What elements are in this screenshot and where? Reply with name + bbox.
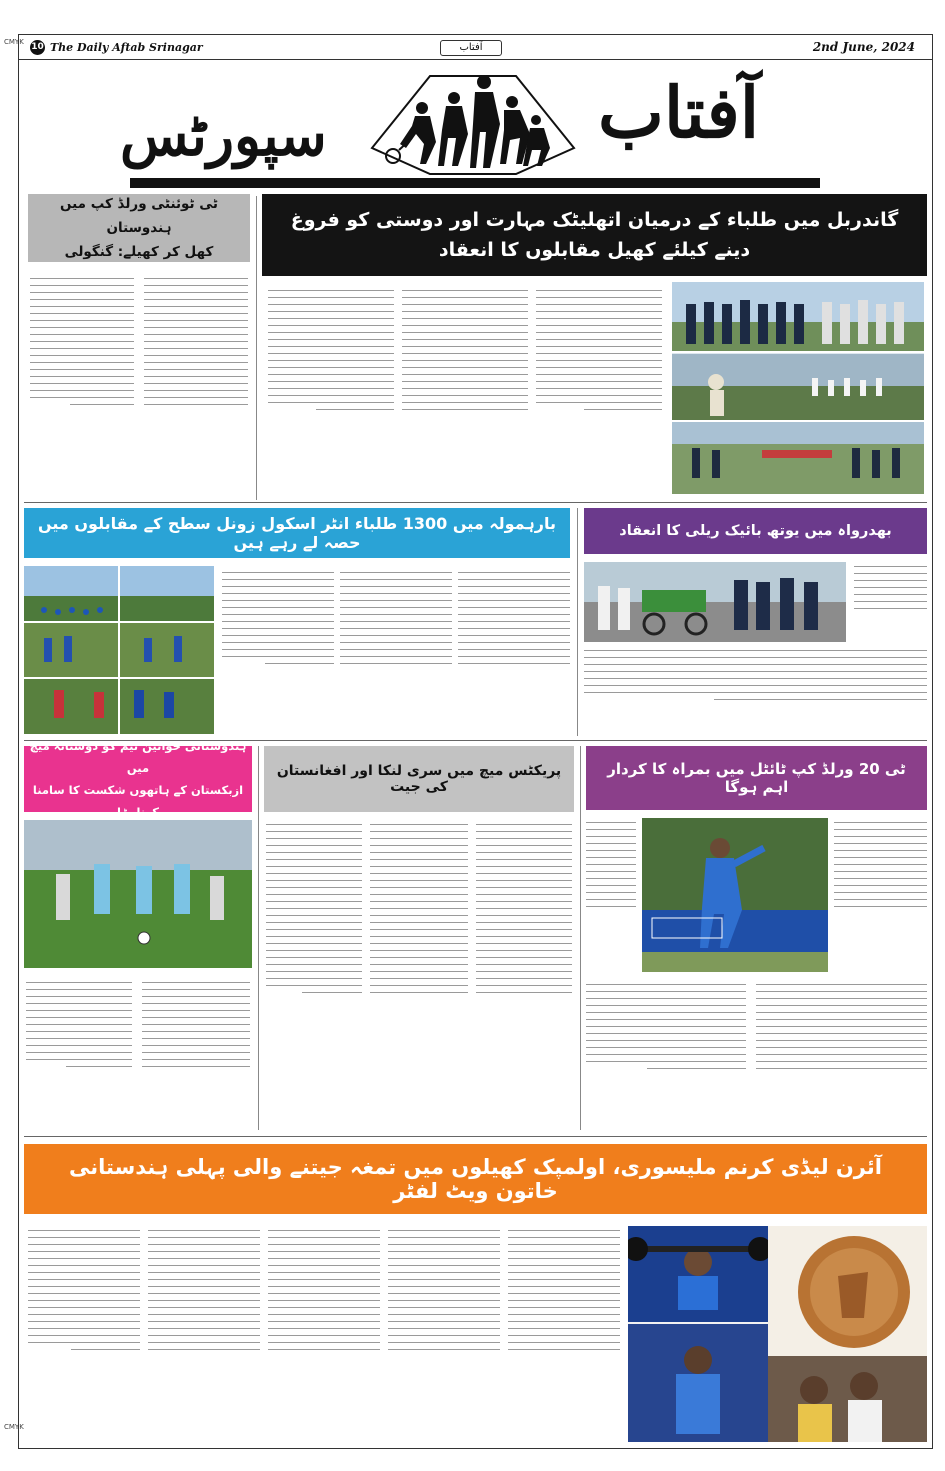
masthead-word-aftab: آفتاب	[598, 71, 760, 154]
story-women-football-column-1	[26, 978, 132, 1126]
story-bumrah-column-right	[756, 980, 927, 1126]
story-practice-match-column-3	[476, 820, 572, 1126]
story-bhaderwah-body-lower	[584, 646, 927, 734]
story-ganderbal-column-1	[268, 286, 394, 496]
story-ganderbal-headline: گاندربل میں طلباء کے درمیان اتھلیٹک مہارت اور دوستی کو فروغ دینے کیلئے کھیل مقابلوں کا انعقاد	[262, 194, 927, 276]
story-women-football-column-2	[142, 978, 250, 1126]
registration-mark-top: CMYK	[4, 38, 24, 46]
story-women-football	[24, 739, 252, 1130]
story-karnam-column-5	[508, 1226, 620, 1440]
photo-bumrah	[642, 818, 828, 972]
photo-bike-rally-image	[584, 562, 846, 642]
story-baramulla	[24, 508, 570, 736]
masthead-rule	[130, 178, 820, 188]
story-bhaderwah-body-upper	[854, 562, 927, 642]
story-ganguly-column-1	[30, 274, 134, 496]
photo-ganderbal-collage	[672, 282, 924, 494]
masthead-word-sports: سپورٹس	[120, 103, 327, 169]
photo-bumrah-image	[642, 818, 828, 972]
photo-baramulla-collage-image	[24, 566, 214, 734]
story-practice-match-headline: پریکٹس میچ میں سری لنکا اور افغانستان کی جیت	[264, 746, 574, 812]
story-practice-match-column-1	[266, 820, 362, 1126]
story-karnam-column-2	[148, 1226, 260, 1440]
story-women-football-headline-line1: ہندوستانی خواتین ٹیم کو دوستانہ میچ میں	[29, 739, 247, 775]
photo-baramulla-collage	[24, 566, 214, 734]
issue-date: 2nd June, 2024	[812, 40, 915, 54]
story-ganguly-headline-line1: ٹی ٹوئنٹی ورلڈ کپ میں ہندوستان	[60, 196, 218, 236]
column-separator	[256, 196, 257, 500]
story-baramulla-column-1	[222, 568, 334, 732]
story-bumrah-column-left	[586, 980, 746, 1126]
story-ganderbal-column-3	[536, 286, 662, 496]
photo-bike-rally	[584, 562, 846, 642]
photo-karnam-collage	[628, 1226, 927, 1442]
registration-mark-bottom: CMYK	[4, 1423, 24, 1431]
story-karnam-malleswari-headline: آئرن لیڈی کرنم ملیسوری، اولمپک کھیلوں میں تمغہ جیتنے والی پہلی ہندستانی خاتون ویٹ لفٹر	[24, 1144, 927, 1214]
section-rule	[24, 502, 927, 503]
story-karnam-column-1	[28, 1226, 140, 1440]
story-karnam-column-3	[268, 1226, 380, 1440]
story-bumrah-headline: ٹی 20 ورلڈ کپ ٹائٹل میں بمراہ کا کردار اہم ہوگا	[586, 746, 927, 810]
column-separator	[580, 746, 581, 1130]
story-practice-match-column-2	[370, 820, 468, 1126]
photo-women-football-image	[24, 820, 252, 968]
story-bumrah	[586, 746, 927, 1130]
column-separator	[577, 508, 578, 736]
story-ganguly-headline-line2: کھل کر کھیلے: گنگولی	[64, 244, 214, 260]
column-separator	[258, 746, 259, 1130]
photo-karnam-collage-image	[628, 1226, 927, 1442]
story-ganguly-headline	[28, 194, 250, 262]
page-number: 10	[30, 40, 45, 55]
story-ganguly	[28, 194, 250, 500]
story-karnam-malleswari	[24, 1144, 927, 1444]
story-baramulla-column-3	[458, 568, 570, 732]
story-bumrah-body-side	[586, 818, 636, 970]
sports-emblem-icon	[360, 68, 586, 176]
story-bhaderwah	[584, 508, 927, 736]
story-practice-match	[264, 746, 574, 1130]
paper-name: The Daily Aftab Srinagar	[50, 41, 203, 54]
section-rule	[24, 1136, 927, 1137]
story-ganderbal-column-2	[402, 286, 528, 496]
story-women-football-headline	[24, 739, 252, 819]
story-ganguly-column-2	[144, 274, 248, 496]
story-baramulla-column-2	[340, 568, 452, 732]
story-ganderbal	[262, 194, 927, 500]
story-women-football-headline-line2: ازبکستان کے ہاتھوں شکست کا سامنا کرنا پڑا	[32, 783, 244, 819]
story-bhaderwah-headline: بھدرواہ میں یوتھ بائیک ریلی کا انعقاد	[584, 508, 927, 554]
photo-women-football	[24, 820, 252, 968]
story-karnam-column-4	[388, 1226, 500, 1440]
photo-ganderbal-collage-image	[672, 282, 924, 494]
story-bumrah-body-upper	[834, 818, 927, 970]
mini-logo: آفتاب	[440, 40, 502, 56]
story-baramulla-headline: بارہمولہ میں 1300 طلباء انٹر اسکول زونل سطح کے مقابلوں میں حصہ لے رہے ہیں	[24, 508, 570, 558]
